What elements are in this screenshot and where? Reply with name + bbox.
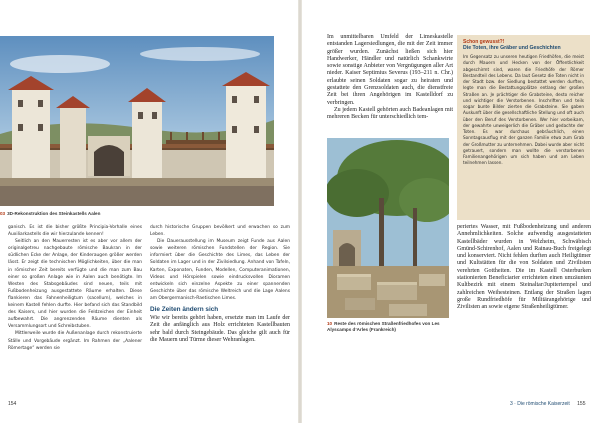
paragraph: durch historische Gruppen bevölkert und erwachen so zum Leben. bbox=[150, 225, 290, 238]
info-box-title: Die Toten, ihre Gräber und Geschichten bbox=[463, 45, 561, 51]
caption-number: 10 bbox=[327, 321, 333, 326]
page-number-right: 155 bbox=[577, 401, 586, 407]
info-box bbox=[457, 35, 590, 220]
paragraph: periertes Wasser, mit Fußbodenheizung und anderen Annehmlichkeiten. Solche aufwendig ausgestatteten Kastellbäder wurden in Welzheim, Schwäbisch Gmünd-Schirenhof, Aalen und Rainau-Buch freigelegt und konserviert. Nicht fehlen durften auch Heiligtümer und Kultstätten für die von Soldaten und Zivilisten verehrten Gottheiten. Die im Kastell Osterburken stationierten Beneficiarier errichteten einen umzäunten Kultbezirk mit einem Steinaltar/Jupitertempel und zahlreichen Weihesteinen. Entlang der Straßen lagen große Rundfriedhöfe für Militärangehörige und Zivilisten an sowie eigene Straßenheiligtümer. bbox=[457, 224, 591, 311]
section-heading: Die Zeiten ändern sich bbox=[150, 306, 219, 314]
right-page bbox=[302, 0, 600, 423]
caption-text: 3D-Rekonstruktion des Steinkastells Aalen bbox=[7, 211, 101, 216]
image-caption bbox=[0, 211, 230, 217]
paragraph: Zu jedem Kastell gehörten auch Badeanlagen mit mehreren Becken für unterschiedlich tem- bbox=[327, 106, 453, 121]
left-column-1 bbox=[8, 224, 142, 352]
cemetery-illustration bbox=[327, 138, 449, 318]
paragraph: Mittlerweile wurde die Außenanlage durch rekonstruierte Ställe und Vorgebäude ergänzt. Im Rahmen der „Aalener Römertage“ werden sie bbox=[8, 331, 142, 351]
right-column-2 bbox=[457, 224, 591, 312]
left-page bbox=[0, 0, 298, 423]
paragraph: Wie wir bereits gehört haben, ersetzte man im Laufe der Zeit die anfänglich aus Holz errichteten Kastellbauten sehr bald durch Steingebäude. Das gleiche gilt auch für die Mauern und Türme dieser Wehranlagen. bbox=[150, 315, 290, 344]
roman-fort-reconstruction-image bbox=[0, 36, 274, 206]
info-box-kicker: Schon gewusst?! bbox=[463, 39, 505, 45]
roman-cemetery-photo bbox=[327, 138, 449, 318]
paragraph: Die Dauerausstellung im Museum zeigt Funde aus Aalen sowie weiteren römischen Fundstellen der Region. Sie informiert über die Geschichte des Limes, das Leben der Soldaten im Lager und in der Zivilsiedlung. Anhand von Tafeln, Karten, Exponaten, Funden, Modellen, Computeranimationen, Videos und Hörspielen sowie eindrucksvollen Dioramen entwickeln sich einzelne Aspekte zu einer spannenden Geschichte über das römische Weltreich und die Lage Aalens am Obergermanisch-Raetischen Limes. bbox=[150, 239, 290, 301]
running-footer bbox=[510, 401, 585, 407]
paragraph: Im unmittelbaren Umfeld der Limeskastelle entstanden Lagersiedlungen, die mit der Zeit immer größer wurden. Zunächst ließen sich hier Handwerker, Händler und natürlich Schankwirte sowie sonstige Anbieter von Vergnügungen aller Art nieder. Kaiser Septimius Severus (193–211 n. Chr.) erlaubte seinen Soldaten sogar zu heiraten und gestattete den Grenzsoldaten auch, die dienstfreie Zeit bei ihren Angehörigen im Kastelldorf zu verbringen. bbox=[327, 34, 453, 106]
caption-number: 03 bbox=[0, 211, 6, 216]
chapter-title: 3 · Die römische Kaiserzeit bbox=[510, 401, 570, 407]
fort-illustration bbox=[0, 36, 274, 206]
photo-caption bbox=[327, 321, 457, 333]
info-box-body: Im Gegensatz zu unseren heutigen Friedhöfen, die meist durch Mauern und Hecken von der Öffentlichkeit abgeschirmt sind, waren die Friedhöfe der Römer Bestandteil des Lebens. Da laut Gesetz die Toten nicht in der Stadt bzw. der Siedlung bestattet werden durften, legte man die Bestattungsplätze entlang der großen Straßen an. Je prächtiger die Grabsteine, desto reicher und wichtiger die Verstorbenen. Inschriften und teils sogar bunte Bilder zierten die Grabsteine. Sie gaben Auskunft über die gesellschaftliche Stellung und oft auch über den Beruf des Verstorbenen. Wer hier vorbeikam, der gewahrte unweigerlich die Gräber und gedachte der Toten. Es war durchaus gebräuchlich, einen Sonntagsausflug mit der ganzen Familie etwa zum Grab der Großmutter zu unternehmen. Dabei wurde aber nicht getrauert, sondern man wollte die verstorbenen Familienangehörigen um sich haben und am Leben teilnehmen lassen. bbox=[463, 54, 584, 166]
caption-text: Reste des römischen Straßenfriedhofes von Les Alyscamps d’Arles (Frankreich) bbox=[327, 321, 440, 332]
paragraph: Seitlich an den Mauerresten ist es aber vor allem der originalgetreu nachgebaute römische Baukran in der südlichen Ecke der Anlage, der Kinderaugen größer werden lässt. Er zeigt die technischen Möglichkeiten, über die man in römischer Zeit bereits verfügte und die man zum Bau einer so großen Anlage wie in Aalen auch benötigte. Im Westen des Stabsgebäudes sind neuen, teils mit Fußbodenheizung ausgestattete Räume erhalten. Diese flankieren das Fahnenheiligtum (sacellum), welches in keinem Kastell fehlen durfte. Hier befand sich das Standbild des Kaisers, und hier wurden die Feldzeichen der Einheit aufbewahrt. Die angrenzenden Räume dienten als Versammlungsort und Schreibstuben. bbox=[8, 239, 142, 330]
paragraph: ganisch. Es ist die bisher größte Principia-Vorhalle eines Auxiliarkastells die wir hierzulande kennen! bbox=[8, 225, 142, 238]
page-number-left: 154 bbox=[8, 401, 17, 407]
left-column-2 bbox=[150, 224, 290, 344]
right-column-1 bbox=[327, 34, 453, 122]
